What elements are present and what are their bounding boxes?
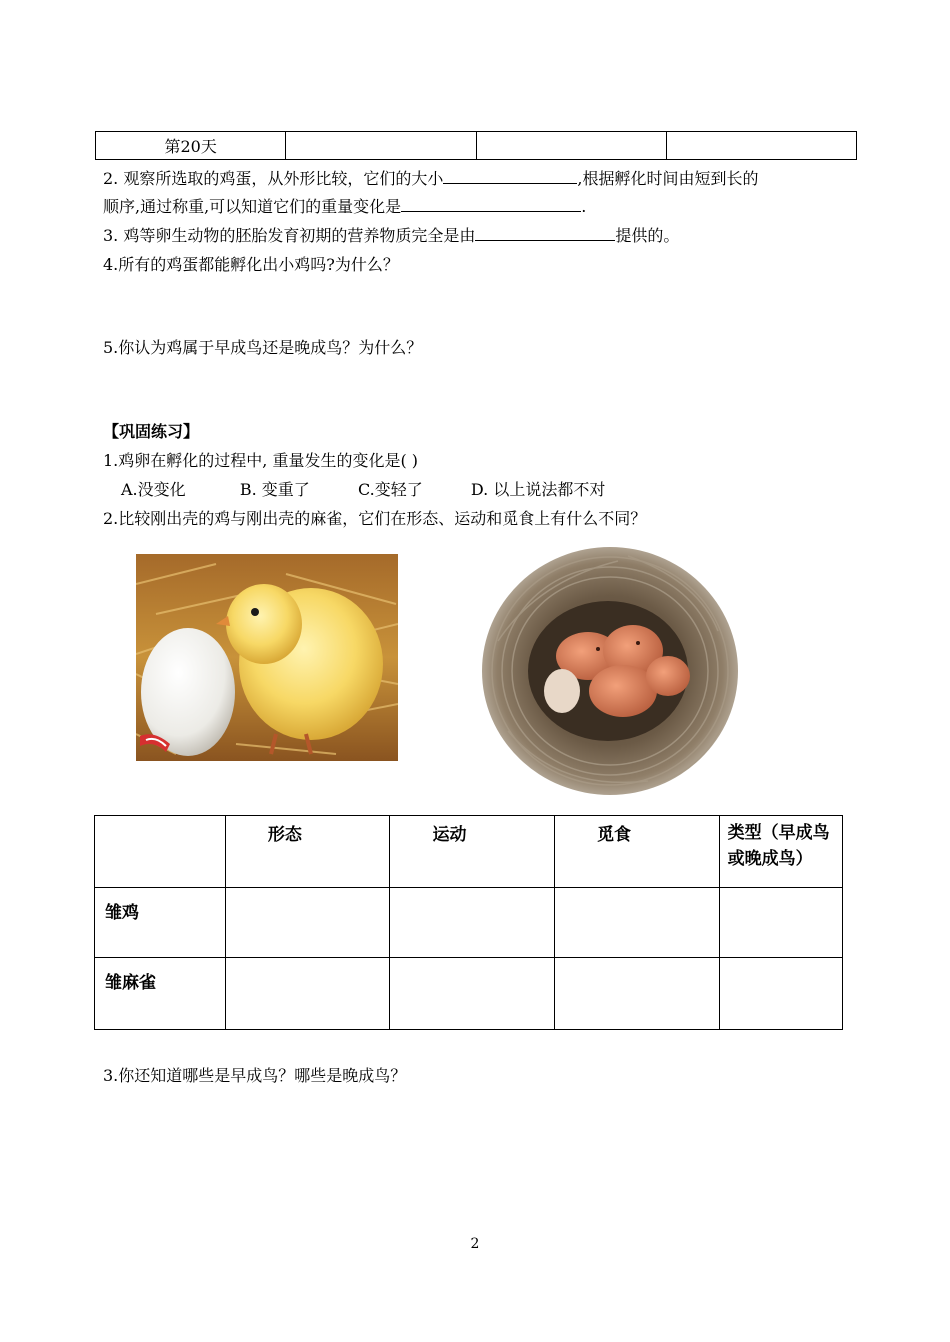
options-row	[121, 479, 605, 501]
table-row	[96, 132, 857, 160]
incubation-table	[95, 131, 857, 160]
comparison-table	[94, 815, 843, 1030]
question-text: 提供的。	[615, 226, 680, 245]
option-a[interactable]: A.没变化	[121, 480, 186, 499]
option-b[interactable]: B. 变重了	[239, 480, 310, 499]
table-cell[interactable]	[719, 888, 842, 958]
header-feeding: 觅食	[555, 816, 720, 888]
question-text: 顺序,通过称重,可以知道它们的重量变化是	[103, 197, 402, 216]
question-4: 4.所有的鸡蛋都能孵化出小鸡吗?为什么？	[103, 255, 399, 274]
table-row	[95, 888, 843, 958]
table-cell[interactable]	[390, 958, 555, 1030]
header-cell-empty	[95, 816, 226, 888]
answer-blank[interactable]	[401, 195, 581, 212]
question-3	[103, 224, 679, 247]
chick-photo	[136, 554, 398, 761]
page-number: 2	[470, 1236, 480, 1252]
practice-question-3: 3.你还知道哪些是早成鸟？哪些是晚成鸟？	[103, 1066, 407, 1085]
row-label-chick: 雏鸡	[95, 888, 226, 958]
question-2-line-1	[103, 167, 758, 190]
table-cell[interactable]	[390, 888, 555, 958]
table-cell[interactable]	[719, 958, 842, 1030]
practice-question-2: 2.比较刚出壳的鸡与刚出壳的麻雀，它们在形态、运动和觅食上有什么不同？	[103, 509, 647, 528]
option-c[interactable]: C.变轻了	[357, 480, 423, 499]
question-text: 3. 鸡等卵生动物的胚胎发育初期的营养物质完全是由	[103, 226, 476, 245]
question-text: 2. 观察所选取的鸡蛋，从外形比较，它们的大小	[103, 169, 444, 188]
table-header-row	[95, 816, 843, 888]
option-d[interactable]: D. 以上说法都不对	[470, 480, 606, 499]
table-cell[interactable]	[225, 958, 390, 1030]
row-label-sparrow: 雏麻雀	[95, 958, 226, 1030]
table-cell	[286, 132, 476, 160]
question-2-line-2	[103, 195, 586, 218]
sparrow-nest-photo	[478, 541, 742, 798]
section-heading: 【巩固练习】	[103, 422, 200, 441]
question-text: .	[581, 197, 587, 216]
header-movement: 运动	[390, 816, 555, 888]
table-cell[interactable]	[555, 958, 720, 1030]
question-text: ,根据孵化时间由短到长的	[577, 169, 759, 188]
row-label-day20: 第20天	[96, 132, 286, 160]
table-cell[interactable]	[225, 888, 390, 958]
answer-blank[interactable]	[443, 167, 577, 184]
table-row	[95, 958, 843, 1030]
practice-question-1: 1.鸡卵在孵化的过程中, 重量发生的变化是( )	[103, 451, 419, 470]
question-5: 5.你认为鸡属于早成鸟还是晚成鸟？为什么？	[103, 338, 423, 357]
header-type: 类型（早成鸟或晚成鸟）	[719, 816, 842, 888]
table-cell[interactable]	[555, 888, 720, 958]
table-cell	[666, 132, 856, 160]
answer-blank[interactable]	[475, 224, 615, 241]
table-cell	[476, 132, 666, 160]
header-shape: 形态	[225, 816, 390, 888]
